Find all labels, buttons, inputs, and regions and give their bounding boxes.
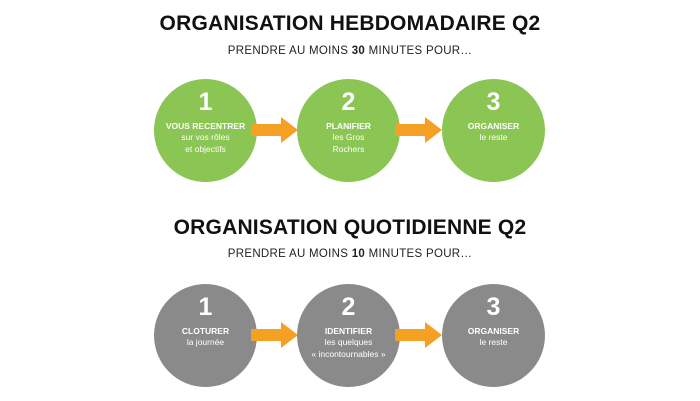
daily-arrow-2-icon (395, 322, 442, 348)
daily-step-2-line-2: « incontournables » (311, 348, 386, 359)
weekly-step-3-heading: ORGANISER (467, 121, 520, 131)
daily-subtitle-prefix: PRENDRE AU MOINS (227, 248, 352, 260)
weekly-subtitle (0, 45, 700, 57)
daily-step-3-circle (442, 284, 545, 387)
weekly-step-2-number: 2 (341, 88, 356, 116)
weekly-step-1-line-2: et objectifs (185, 143, 226, 154)
daily-step-1-circle (154, 284, 257, 387)
daily-step-2-heading: IDENTIFIER (324, 326, 373, 336)
daily-subtitle-suffix: MINUTES POUR… (365, 248, 473, 260)
weekly-step-3-number: 3 (486, 88, 501, 116)
daily-step-3-number: 3 (486, 293, 501, 321)
weekly-step-2-line-1: les Gros (332, 132, 365, 142)
weekly-step-2-circle (297, 79, 400, 182)
weekly-step-2-line-2: Rochers (332, 143, 365, 154)
daily-subtitle-minutes: 10 (351, 248, 366, 260)
daily-section (0, 200, 700, 401)
weekly-subtitle-minutes: 30 (351, 45, 366, 57)
daily-step-1-heading: CLOTURER (181, 326, 230, 336)
weekly-title: ORGANISATION HEBDOMADAIRE Q2 (159, 12, 541, 35)
daily-step-3-heading: ORGANISER (467, 326, 520, 336)
weekly-step-3-line-1: le reste (479, 132, 508, 142)
weekly-subtitle-suffix: MINUTES POUR… (365, 45, 473, 57)
weekly-step-2-heading: PLANIFIER (326, 121, 371, 131)
daily-step-1-line-1: la journée (186, 337, 225, 347)
daily-step-2-line-1: les quelques (324, 337, 373, 347)
daily-step-2-number: 2 (341, 293, 356, 321)
weekly-arrow-2-icon (395, 117, 442, 143)
daily-arrow-1-icon (251, 322, 298, 348)
weekly-step-1-number: 1 (198, 88, 213, 116)
weekly-step-1-line-1: sur vos rôles (181, 132, 230, 142)
weekly-step-1-circle (154, 79, 257, 182)
daily-title: ORGANISATION QUOTIDIENNE Q2 (173, 216, 527, 239)
weekly-section (0, 0, 700, 200)
daily-subtitle (0, 248, 700, 260)
weekly-subtitle-prefix: PRENDRE AU MOINS (227, 45, 352, 57)
daily-step-3-line-1: le reste (479, 337, 508, 347)
weekly-step-3-circle (442, 79, 545, 182)
daily-step-2-circle (297, 284, 400, 387)
weekly-step-1-heading: VOUS RECENTRER (165, 121, 246, 131)
daily-step-1-number: 1 (198, 293, 213, 321)
weekly-arrow-1-icon (251, 117, 298, 143)
